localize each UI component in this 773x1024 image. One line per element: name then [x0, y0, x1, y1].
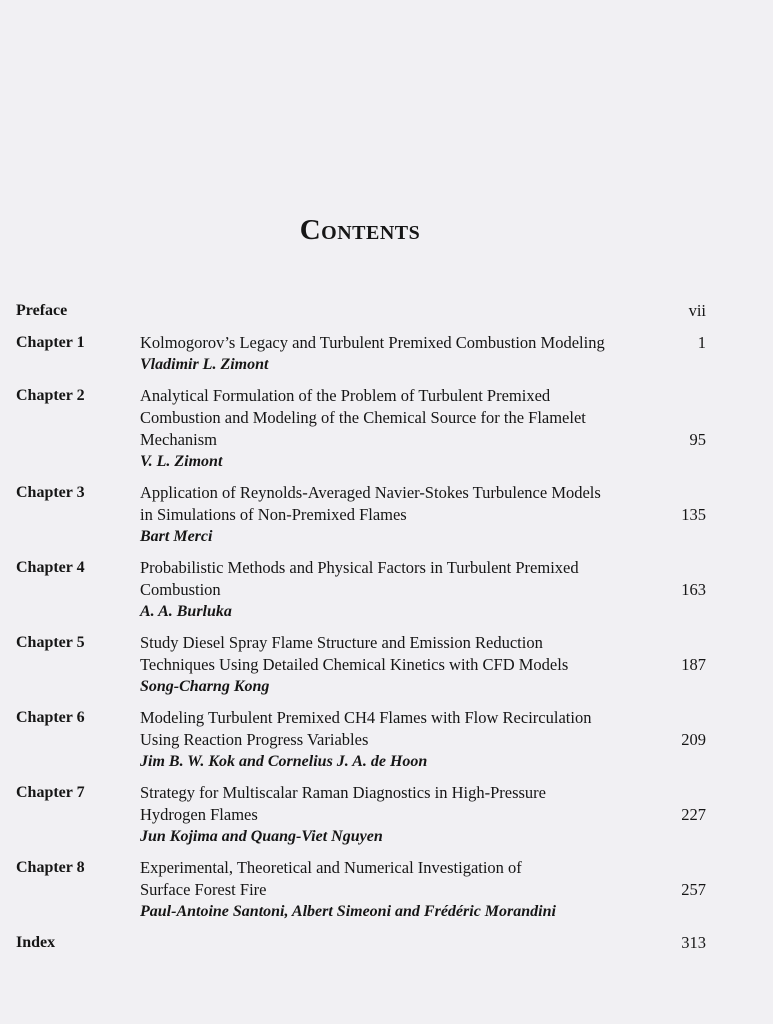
toc-entry-chapter	[16, 632, 706, 697]
entry-page: vii	[688, 301, 706, 320]
chapter-label: Chapter 6	[16, 709, 85, 726]
chapter-page-number: 257	[681, 880, 706, 899]
chapter-title-line: Application of Reynolds-Averaged Navier-Stokes Turbulence Models	[140, 483, 601, 502]
toc-entry-chapter	[16, 557, 706, 622]
chapter-page-number: 187	[681, 655, 706, 674]
chapter-label: Chapter 2	[16, 387, 85, 404]
table-of-contents	[16, 300, 706, 964]
chapter-authors: Bart Merci	[140, 528, 213, 545]
chapter-authors: A. A. Burluka	[140, 603, 232, 620]
chapter-title-line: Using Reaction Progress Variables	[140, 730, 369, 749]
chapter-page-number: 1	[697, 333, 706, 352]
chapter-label: Chapter 5	[16, 634, 85, 651]
toc-entry-index	[16, 932, 706, 954]
chapter-title-line: Hydrogen Flames	[140, 805, 258, 824]
chapter-title-line: Mechanism	[140, 430, 217, 449]
chapter-title-line: Analytical Formulation of the Problem of Turbulent Premixed	[140, 386, 551, 405]
chapter-title-line: Combustion and Modeling of the Chemical Source for the Flamelet	[140, 408, 586, 427]
chapter-title-line: Techniques Using Detailed Chemical Kinetics with CFD Models	[140, 655, 569, 674]
chapter-authors: Paul-Antoine Santoni, Albert Simeoni and Frédéric Morandini	[140, 903, 556, 920]
chapter-label: Chapter 7	[16, 784, 85, 801]
entry-page: 313	[681, 933, 706, 952]
entry-label: Index	[16, 934, 56, 951]
chapter-title-line: Study Diesel Spray Flame Structure and Emission Reduction	[140, 633, 543, 652]
toc-entry-chapter	[16, 482, 706, 547]
chapter-title-line: Experimental, Theoretical and Numerical Investigation of	[140, 858, 522, 877]
chapter-page-number: 95	[689, 430, 706, 449]
chapter-label: Chapter 1	[16, 334, 85, 351]
toc-entry-preface	[16, 300, 706, 322]
page-title: Contents	[299, 214, 421, 246]
chapter-title-line: Probabilistic Methods and Physical Factors in Turbulent Premixed	[140, 558, 579, 577]
toc-entry-chapter	[16, 332, 706, 375]
toc-entry-chapter	[16, 857, 706, 922]
entry-label: Preface	[16, 302, 68, 319]
chapter-title-line: Kolmogorov’s Legacy and Turbulent Premixed Combustion Modeling	[140, 333, 605, 352]
toc-entry-chapter	[16, 782, 706, 847]
chapter-title-line: in Simulations of Non-Premixed Flames	[140, 505, 407, 524]
chapter-title-line: Modeling Turbulent Premixed CH4 Flames with Flow Recirculation	[140, 708, 592, 727]
toc-entry-chapter	[16, 707, 706, 772]
chapter-page-number: 135	[681, 505, 706, 524]
chapter-authors: V. L. Zimont	[140, 453, 223, 470]
chapter-label: Chapter 3	[16, 484, 85, 501]
chapter-authors: Vladimir L. Zimont	[140, 356, 269, 373]
chapter-title-line: Strategy for Multiscalar Raman Diagnostics in High-Pressure	[140, 783, 546, 802]
chapter-title-line: Surface Forest Fire	[140, 880, 267, 899]
chapter-page-number: 163	[681, 580, 706, 599]
chapter-title-line: Combustion	[140, 580, 221, 599]
chapter-label: Chapter 8	[16, 859, 85, 876]
chapter-authors: Jun Kojima and Quang-Viet Nguyen	[140, 828, 383, 845]
chapter-label: Chapter 4	[16, 559, 85, 576]
chapter-authors: Song-Charng Kong	[140, 678, 270, 695]
chapter-page-number: 209	[681, 730, 706, 749]
chapter-authors: Jim B. W. Kok and Cornelius J. A. de Hoon	[140, 753, 428, 770]
toc-entry-chapter	[16, 385, 706, 472]
chapter-page-number: 227	[681, 805, 706, 824]
